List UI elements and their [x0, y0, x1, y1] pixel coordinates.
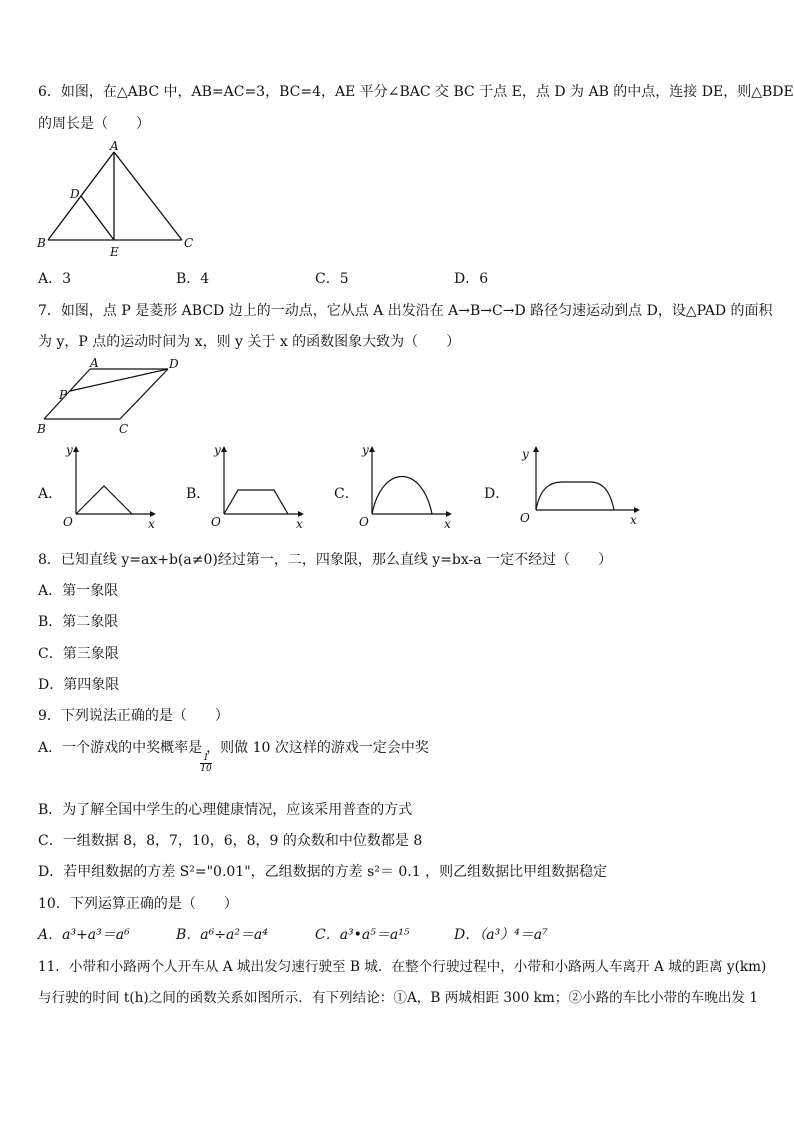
q8-option-d: D．第四象限	[38, 677, 120, 693]
q7-option-a-label: A．	[38, 486, 63, 502]
q7-graph-b-x: x	[296, 517, 303, 530]
q7-graph-b-origin: O	[211, 515, 221, 529]
q6-option-d: D．6	[454, 271, 489, 287]
q9-stem: 9．下列说法正确的是（ ）	[38, 708, 229, 724]
q9-option-a-post: ，则做 10 次这样的游戏一定会中奖	[206, 740, 429, 756]
q7-graph-d-y: y	[522, 447, 529, 461]
q7-option-c-label: C．	[334, 486, 359, 502]
q7-graph-a-y: y	[66, 444, 73, 457]
q7-graph-d-x: x	[630, 513, 637, 527]
q9-option-a-fraction	[200, 753, 212, 774]
q7-option-b-label: B．	[186, 486, 211, 502]
q8-option-a: A．第一象限	[38, 583, 119, 599]
q6-option-b: B．4	[176, 271, 210, 287]
q9-option-a	[38, 739, 429, 757]
q8-stem: 8．已知直线 y=ax+b(a≠0)经过第一，二，四象限，那么直线 y=bx-a 一定不经过（ ）	[38, 552, 613, 568]
q7-stem-line2: 为 y，P 点的运动时间为 x，则 y 关于 x 的函数图象大致为（ ）	[38, 334, 461, 350]
q6-option-c: C．5	[315, 271, 349, 287]
q7-graph-a-origin: O	[63, 515, 73, 529]
q8-option-b: B．第二象限	[38, 614, 119, 630]
q7-graph-d-origin: O	[520, 511, 530, 525]
q9-option-b: B．为了解全国中学生的心理健康情况，应该采用普查的方式	[38, 802, 413, 818]
q9-fraction-numerator: 1	[200, 753, 212, 764]
q7-label-A: A	[90, 356, 99, 370]
q7-graph-c-origin: O	[359, 515, 369, 529]
q9-option-c: C．一组数据 8，8，7，10，6，8，9 的众数和中位数都是 8	[38, 833, 423, 849]
q7-graph-c-y: y	[362, 444, 369, 457]
q6-triangle-figure	[34, 140, 204, 264]
q7-label-C: C	[119, 422, 129, 436]
q6-stem-line2: 的周长是（ ）	[38, 116, 150, 132]
q10-stem: 10．下列运算正确的是（ ）	[38, 896, 238, 912]
q9-option-a-pre: A．一个游戏的中奖概率是	[38, 740, 203, 756]
q7-graph-a	[60, 444, 160, 534]
q7-rhombus-figure	[34, 356, 194, 442]
q10-option-b: B．a⁶÷a²＝a⁴	[176, 927, 268, 943]
q7-label-P: P	[59, 388, 68, 402]
q9-fraction-denominator: 10	[200, 764, 212, 774]
q9-option-d: D．若甲组数据的方差 S²="0.01"，乙组数据的方差 s²＝ 0.1 ，则乙组数据比甲组数据稳定	[38, 864, 608, 880]
q7-graph-c	[356, 444, 456, 534]
q7-graph-d	[510, 444, 644, 534]
q6-label-D: D	[70, 187, 80, 201]
q6-stem-line1: 6．如图，在△ABC 中，AB=AC=3，BC=4，AE 平分∠BAC 交 BC 于点 E，点 D 为 AB 的中点，连接 DE，则△BDE	[38, 84, 794, 100]
q7-graph-b	[208, 444, 308, 534]
q6-label-C: C	[184, 236, 194, 250]
q7-graph-c-x: x	[444, 517, 451, 530]
q7-label-B: B	[37, 422, 46, 436]
q10-option-a: A．a³+a³＝a⁶	[38, 927, 130, 943]
q8-option-c: C．第三象限	[38, 646, 119, 662]
q7-label-D: D	[169, 357, 179, 371]
q7-stem-line1: 7．如图，点 P 是菱形 ABCD 边上的一动点，它从点 A 出发沿在 A→B→C→D 路径匀速运动到点 D，设△PAD 的面积	[38, 303, 773, 319]
q11-stem-line1: 11．小带和小路两个人开车从 A 城出发匀速行驶至 B 城．在整个行驶过程中，小带和小路两人车离开 A 城的距离 y(km)	[38, 959, 767, 975]
q7-option-d-label: D．	[484, 486, 510, 502]
q10-option-c: C．a³•a⁵＝a¹⁵	[315, 927, 410, 943]
q6-option-a: A．3	[38, 271, 72, 287]
q6-label-E: E	[110, 245, 119, 259]
q6-label-B: B	[37, 236, 46, 250]
q6-label-A: A	[110, 140, 119, 153]
q7-graph-a-x: x	[148, 517, 155, 530]
q11-stem-line2: 与行驶的时间 t(h)之间的函数关系如图所示．有下列结论：①A，B 两城相距 300 km；②小路的车比小带的车晚出发 1	[38, 990, 759, 1006]
q10-option-d: D．（a³）⁴＝a⁷	[454, 927, 548, 943]
q7-graph-b-y: y	[214, 444, 221, 457]
